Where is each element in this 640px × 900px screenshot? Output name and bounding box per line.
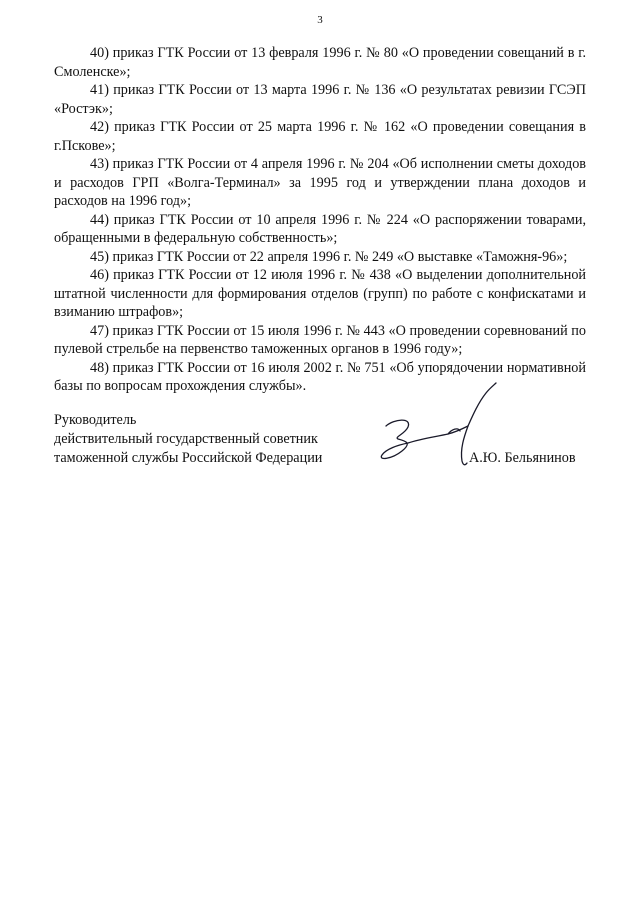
handwritten-signature	[364, 379, 514, 489]
list-item: 43) приказ ГТК России от 4 апреля 1996 г. № 204 «Об исполнении сметы доходов и расходов ГРП «Волга-Терминал» за 1995 год и утверждении плана доходов и расходов на 1996 год»;	[54, 156, 586, 209]
list-item: 44) приказ ГТК России от 10 апреля 1996 г. № 224 «О распоряжении товарами, обращенными в федеральную собственность»;	[54, 211, 586, 246]
signatory-name: А.Ю. Бельянинов	[469, 450, 576, 466]
list-item: 41) приказ ГТК России от 13 марта 1996 г. № 136 «О результатах ревизии ГСЭП «Ростэк»;	[54, 82, 586, 117]
list-item: 45) приказ ГТК России от 22 апреля 1996 г. № 249 «О выставке «Таможня-96»;	[90, 248, 568, 265]
list-item: 48) приказ ГТК России от 16 июля 2002 г. № 751 «Об упорядочении нормативной базы по вопросам прохождения службы».	[54, 359, 586, 394]
order-list	[54, 44, 586, 396]
signatory-title-line-1: Руководитель	[54, 412, 137, 428]
list-item: 47) приказ ГТК России от 15 июля 1996 г. № 443 «О проведении соревнований по пулевой стрельбе на первенство таможенных органов в 1996 году»;	[54, 322, 586, 357]
page-number: 3	[317, 14, 323, 26]
list-item: 42) приказ ГТК России от 25 марта 1996 г. № 162 «О проведении совещания в г.Пскове»;	[54, 119, 586, 154]
list-item: 40) приказ ГТК России от 13 февраля 1996 г. № 80 «О проведении совещаний в г. Смоленске»;	[54, 45, 586, 80]
signatory-title-line-3: таможенной службы Российской Федерации	[54, 450, 323, 466]
signature-block	[54, 411, 586, 491]
list-item: 46) приказ ГТК России от 12 июля 1996 г. № 438 «О выделении дополнительной штатной численности для формирования отделов (групп) по работе с конфискатами и взиманию штрафов»;	[54, 267, 586, 320]
signatory-title-line-2: действительный государственный советник	[54, 431, 318, 447]
